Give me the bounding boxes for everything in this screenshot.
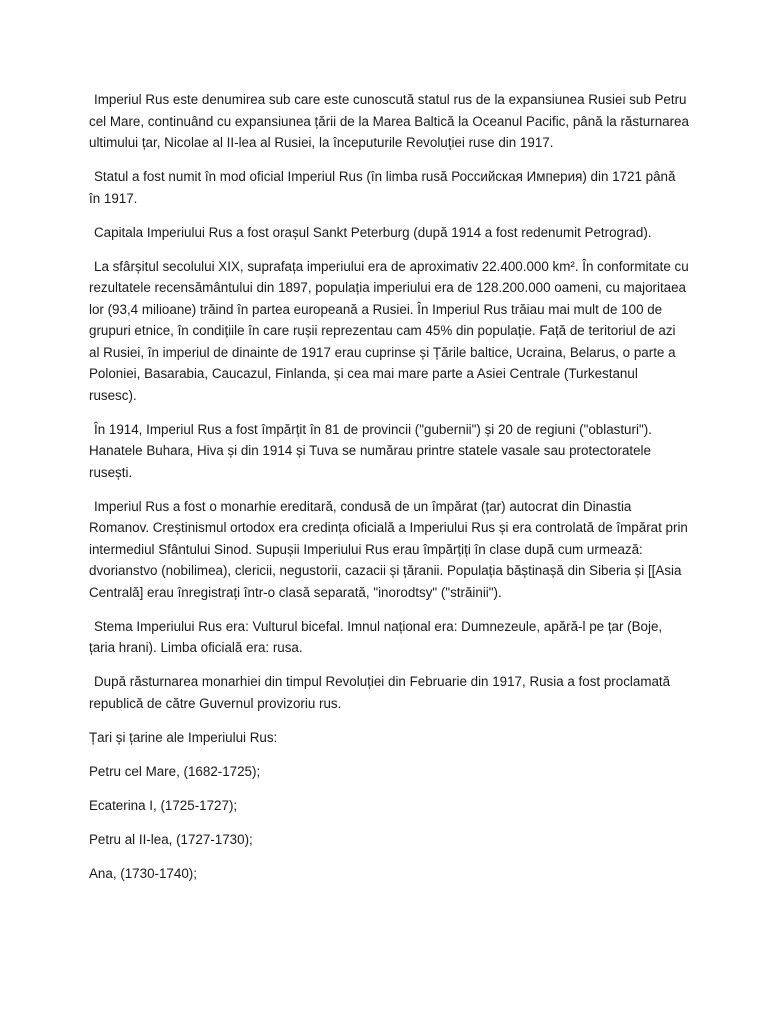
rulers-heading: Țari și țarine ale Imperiului Rus: bbox=[89, 729, 278, 745]
paragraph-intro: Imperiul Rus este denumirea sub care este cunoscută statul rus de la expansiunea Rusiei sub Petru cel Mare, continuând cu expansiunea țării de la Marea Baltică la Oceanul Pacific, până la răsturnarea ultimului țar, Nicolae al II-lea al Rusiei, la începuturile Revoluției ruse din 1917. bbox=[89, 92, 689, 150]
paragraph-official-name: Statul a fost numit în mod oficial Imperiul Rus (în limba rusă Российская Империя) din 1721 până în 1917. bbox=[89, 169, 676, 206]
document-body bbox=[89, 89, 689, 897]
paragraph-capital: Capitala Imperiului Rus a fost orașul Sankt Peterburg (după 1914 a fost redenumit Petrograd). bbox=[94, 224, 652, 240]
paragraph-monarchy: Imperiul Rus a fost o monarhie ereditară, condusă de un împărat (țar) autocrat din Dinastia Romanov. Creștinismul ortodox era credința oficială a Imperiului Rus și era controlată de împărat prin intermediul Sfântului Sinod. Supușii Imperiului Rus erau împărțiți în clase după cum urmează: dvorianstvo (nobilimea), clericii, negustorii, cazacii și țăranii. Populația băștinașă din Siberia și [[Asia Centrală] erau înregistrați într-o clasă separată, "inorodtsy" ("străinii"). bbox=[89, 498, 688, 600]
ruler-item: Ana, (1730-1740); bbox=[89, 865, 197, 881]
ruler-item: Petru cel Mare, (1682-1725); bbox=[89, 763, 261, 779]
paragraph-provinces: În 1914, Imperiul Rus a fost împărțit în 81 de provincii ("gubernii") și 20 de regiuni ("oblasturi"). Hanatele Buhara, Hiva și din 1914 și Tuva se numărau printre statele vasale sau protectoratele rusești. bbox=[89, 421, 652, 480]
paragraph-population: La sfârșitul secolului XIX, suprafața imperiului era de aproximativ 22.400.000 km². În conformitate cu rezultatele recensământului din 1897, populația imperiului era de 128.200.000 oameni, cu majoritaea lor (93,4 milioane) trăind în partea europeană a Rusiei. În Imperiul Rus trăiau mai mult de 100 de grupuri etnice, în condițiile în care rușii reprezentau cam 45% din populație. Față de teritoriul de azi al Rusiei, în imperiul de dinainte de 1917 erau cuprinse și Țările baltice, Ucraina, Belarus, o parte a Poloniei, Basarabia, Caucazul, Finlanda, și cea mai mare parte a Asiei Centrale (Turkestanul rusesc). bbox=[89, 258, 689, 403]
ruler-item: Petru al II-lea, (1727-1730); bbox=[89, 831, 253, 847]
paragraph-republic: După răsturnarea monarhiei din timpul Revoluției din Februarie din 1917, Rusia a fost proclamată republică de către Guvernul provizoriu rus. bbox=[89, 674, 671, 711]
paragraph-symbols: Stema Imperiului Rus era: Vulturul bicefal. Imnul național era: Dumnezeule, apără-l pe țar (Boje, țaria hrani). Limba oficială era: rusa. bbox=[89, 618, 663, 655]
ruler-item: Ecaterina I, (1725-1727); bbox=[89, 797, 238, 813]
